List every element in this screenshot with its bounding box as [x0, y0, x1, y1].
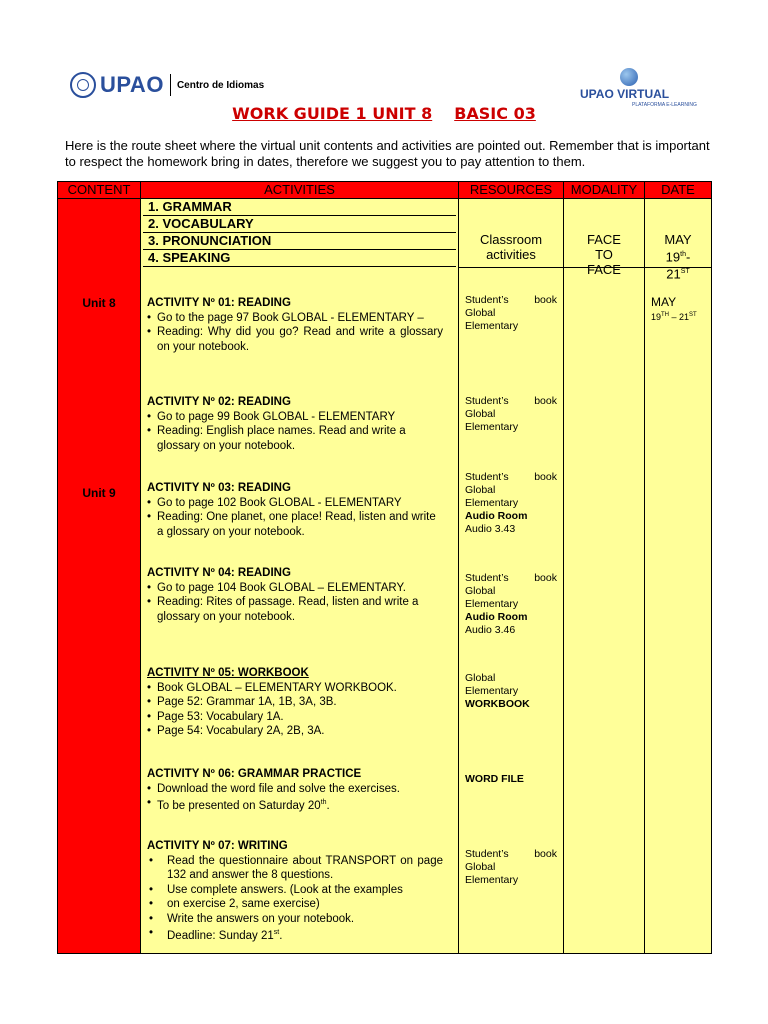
activity-bullet: • Book GLOBAL – ELEMENTARY WORKBOOK.: [147, 681, 443, 696]
date-virtual: MAY 19TH – 21ST: [651, 295, 697, 322]
activity-item: • Deadline: Sunday 21st.: [147, 926, 443, 943]
classroom-activities: Classroom activities: [479, 232, 543, 262]
header-activities: ACTIVITIES: [141, 182, 459, 199]
resource-activity-01: Student’s book Global Elementary: [465, 294, 557, 332]
activity-bullet: • Reading: One planet, one place! Read, listen and write a glossary on your notebook.: [147, 510, 443, 539]
row-divider: [459, 267, 563, 268]
activity-bullet: • Go to the page 97 Book GLOBAL - ELEMENTARY –: [147, 311, 443, 326]
activity-bullet: • Reading: Why did you go? Read and write a glossary on your notebook.: [147, 325, 443, 354]
activity-item: • Write the answers on your notebook.: [147, 912, 443, 927]
activity-item: • Read the questionnaire about TRANSPORT on page 132 and answer the 8 questions.: [147, 854, 443, 883]
activity-title: ACTIVITY Nº 05: WORKBOOK: [147, 667, 309, 679]
route-sheet-table: [57, 181, 712, 954]
row-divider: [645, 267, 711, 268]
activity-bullet: • Reading: Rites of passage. Read, listen and write a glossary on your notebook.: [147, 595, 443, 624]
header-modality: MODALITY: [564, 182, 645, 199]
activity-title: ACTIVITY Nº 01: READING: [147, 297, 291, 309]
activity-bullet: • Reading: English place names. Read and write a glossary on your notebook.: [147, 424, 443, 453]
unit-8-label: Unit 8: [82, 296, 116, 310]
activities-cell: [141, 199, 459, 954]
activity-06: [147, 767, 443, 813]
activity-04: [147, 566, 443, 624]
activity-title: ACTIVITY Nº 03: READING: [147, 482, 291, 494]
activity-bullet: • Page 53: Vocabulary 1A.: [147, 710, 443, 725]
globe-icon: [620, 68, 638, 86]
date-face-to-face: MAY 19th- 21ST: [664, 232, 692, 282]
activity-01: [147, 296, 443, 354]
activity-03: [147, 481, 443, 539]
upao-virtual-logo: [580, 68, 700, 108]
resources-cell: [459, 199, 564, 954]
activity-bullet: • Go to page 99 Book GLOBAL - ELEMENTARY: [147, 410, 443, 425]
unit-9-label: Unit 9: [82, 486, 116, 500]
resource-activity-03: Student’s book Global Elementary Audio Room Audio 3.43: [465, 471, 557, 535]
upao-virtual-text: UPAO VIRTUAL: [580, 87, 670, 101]
topic-pronunciation: 3. PRONUNCIATION: [143, 233, 456, 250]
activity-bullet: • Download the word file and solve the exercises.: [147, 782, 443, 797]
logo-divider: [170, 74, 171, 96]
activity-05: [147, 666, 443, 739]
activity-item: • Use complete answers. (Look at the examples: [147, 883, 443, 898]
resource-activity-06: WORD FILE: [465, 773, 524, 785]
upao-logo: [70, 72, 264, 98]
intro-paragraph: Here is the route sheet where the virtual unit contents and activities are pointed out. Remember that is important to respect the homework bring in dates, therefore we suggest you to pay attention to them.: [65, 138, 710, 169]
topic-speaking: 4. SPEAKING: [143, 250, 456, 267]
activity-title: ACTIVITY Nº 06: GRAMMAR PRACTICE: [147, 768, 362, 780]
activity-bullet: • Go to page 102 Book GLOBAL - ELEMENTARY: [147, 496, 443, 511]
activity-item: • on exercise 2, same exercise): [147, 897, 443, 912]
activity-bullet: • Go to page 104 Book GLOBAL – ELEMENTARY.: [147, 581, 443, 596]
page-title: [0, 104, 768, 123]
topic-vocabulary: 2. VOCABULARY: [143, 216, 456, 233]
resource-activity-07: Student’s book Global Elementary: [465, 848, 557, 886]
title-work-guide: WORK GUIDE 1 UNIT 8: [232, 104, 433, 123]
resource-activity-04: Student’s book Global Elementary Audio Room Audio 3.46: [465, 572, 557, 636]
activity-bullet: • Page 54: Vocabulary 2A, 2B, 3A.: [147, 724, 443, 739]
activity-title: ACTIVITY Nº 07: WRITING: [147, 840, 288, 852]
activity-bullet: • Page 52: Grammar 1A, 1B, 3A, 3B.: [147, 695, 443, 710]
activity-02: [147, 395, 443, 453]
resource-activity-05: Global Elementary WORKBOOK: [465, 672, 530, 710]
activity-bullet: • To be presented on Saturday 20th.: [147, 796, 443, 813]
header-date: DATE: [645, 182, 712, 199]
row-divider: [564, 267, 644, 268]
header-content: CONTENT: [58, 182, 141, 199]
activity-07: [147, 839, 443, 943]
modality-cell: [564, 199, 645, 954]
title-basic: BASIC 03: [454, 104, 536, 123]
resource-activity-02: Student’s book Global Elementary: [465, 395, 557, 433]
upao-seal-icon: [70, 72, 96, 98]
topic-grammar: 1. GRAMMAR: [143, 199, 456, 216]
plataforma-label: PLATAFORMA E-LEARNING: [632, 102, 697, 108]
content-cell: [58, 199, 141, 954]
activity-title: ACTIVITY Nº 02: READING: [147, 396, 291, 408]
date-cell: [645, 199, 712, 954]
centro-idiomas-label: Centro de Idiomas: [176, 79, 265, 91]
activity-title: ACTIVITY Nº 04: READING: [147, 567, 291, 579]
header-resources: RESOURCES: [459, 182, 564, 199]
modality-face-to-face: FACE TO FACE: [587, 232, 621, 277]
upao-logo-text: UPAO: [100, 72, 164, 97]
